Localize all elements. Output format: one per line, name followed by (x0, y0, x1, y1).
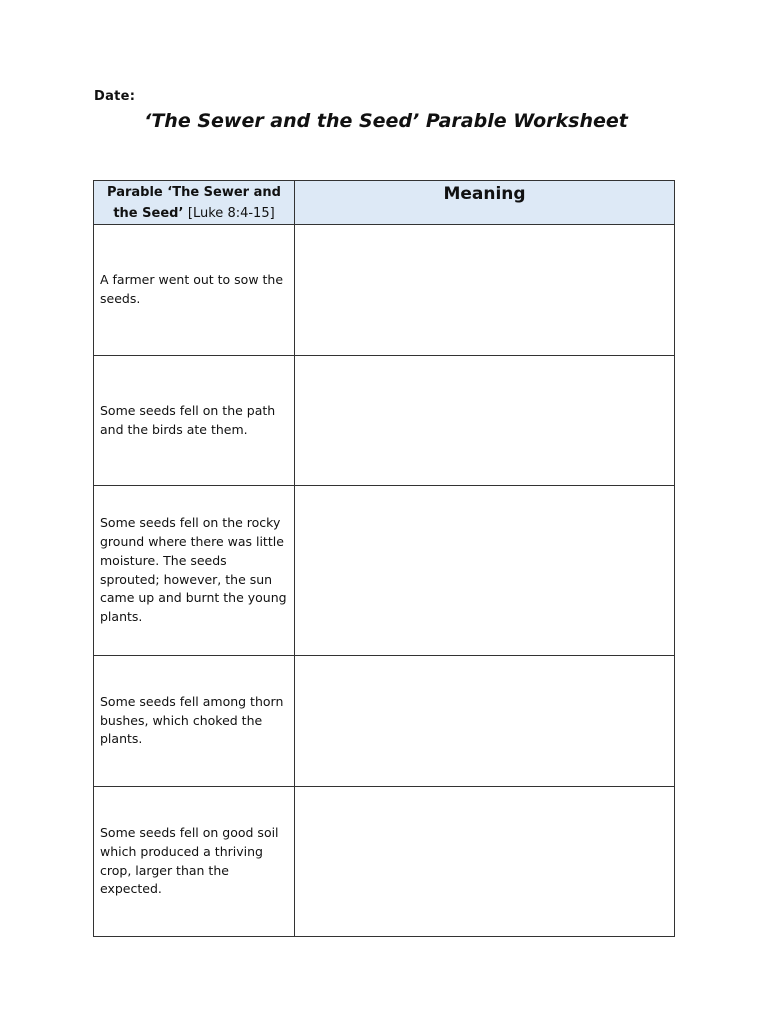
meaning-answer-cell[interactable] (295, 356, 675, 486)
meaning-answer-cell[interactable] (295, 486, 675, 656)
date-label: Date: (94, 89, 136, 104)
table-header-row (94, 181, 675, 225)
parable-header-title: Parable ‘The Sewer and the Seed’ (107, 184, 281, 221)
meaning-answer-cell[interactable] (295, 656, 675, 787)
table-row (94, 787, 675, 937)
meaning-column-header: Meaning (295, 181, 675, 225)
parable-cell: Some seeds fell on good soil which produced a thriving crop, larger than the expected. (94, 787, 295, 937)
meaning-answer-cell[interactable] (295, 787, 675, 937)
parable-cell: Some seeds fell among thorn bushes, which choked the plants. (94, 656, 295, 787)
parable-column-header (94, 181, 295, 225)
parable-header-reference: [Luke 8:4-15] (187, 205, 275, 221)
table-row (94, 656, 675, 787)
meaning-answer-cell[interactable] (295, 225, 675, 356)
parable-cell: A farmer went out to sow the seeds. (94, 225, 295, 356)
parable-cell: Some seeds fell on the path and the birds ate them. (94, 356, 295, 486)
table-row (94, 225, 675, 356)
parable-cell: Some seeds fell on the rocky ground where there was little moisture. The seeds sprouted; however, the sun came up and burnt the young plants. (94, 486, 295, 656)
parable-worksheet-table (93, 180, 675, 937)
table-row (94, 356, 675, 486)
worksheet-title: ‘The Sewer and the Seed’ Parable Worksheet (144, 110, 628, 132)
table-row (94, 486, 675, 656)
